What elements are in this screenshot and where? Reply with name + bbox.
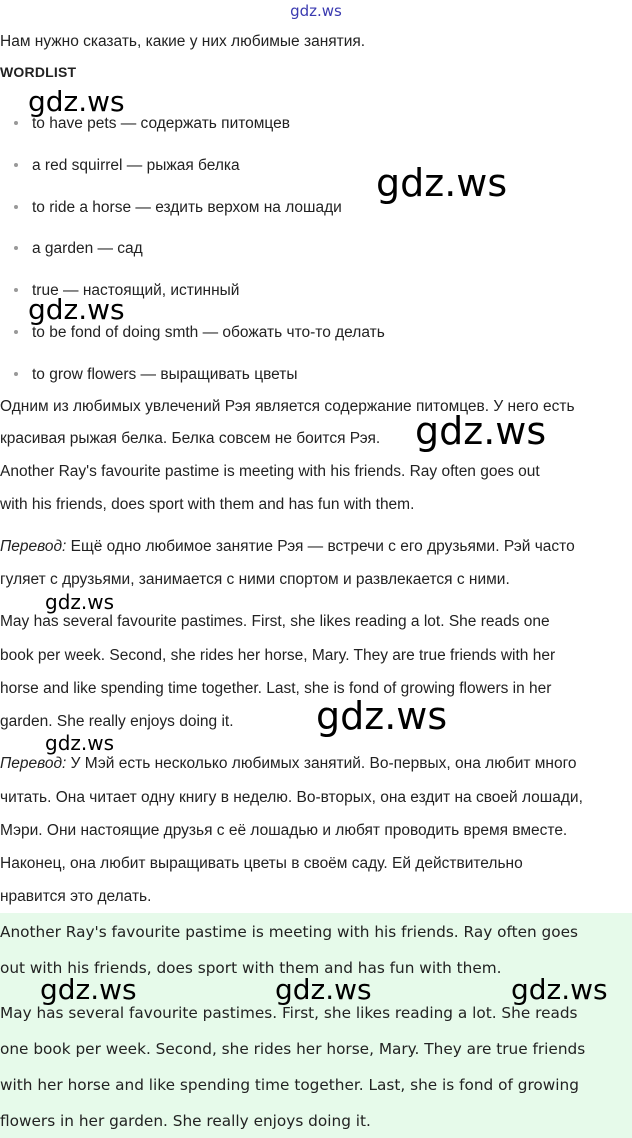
answer-line: Another Ray's favourite pastime is meeting with his friends. Ray often goes xyxy=(0,923,579,941)
bullet-icon xyxy=(14,330,18,334)
paragraph-line: читать. Она читает одну книгу в неделю. Во-вторых, она ездит на своей лошади, xyxy=(0,789,583,806)
watermark: gdz.ws xyxy=(275,973,372,1006)
watermark: gdz.ws xyxy=(415,409,547,453)
paragraph-line: May has several favourite pastimes. First, she likes reading a lot. She reads one xyxy=(0,613,550,630)
watermark: gdz.ws xyxy=(45,731,115,755)
bullet-icon xyxy=(14,163,18,167)
paragraph-line: book per week. Second, she rides her horse, Mary. They are true friends with her xyxy=(0,647,556,664)
paragraph-line: horse and like spending time together. Last, she is fond of growing flowers in her xyxy=(0,680,552,697)
bullet-icon xyxy=(14,246,18,250)
list-item: to ride a horse — ездить верхом на лошади xyxy=(14,198,342,218)
bullet-icon xyxy=(14,372,18,376)
answer-line: one book per week. Second, she rides her horse, Mary. They are true friends xyxy=(0,1040,586,1058)
answer-line: out with his friends, does sport with them and has fun with them. xyxy=(0,959,502,977)
watermark: gdz.ws xyxy=(28,85,125,118)
bullet-icon xyxy=(14,288,18,292)
paragraph-line: with his friends, does sport with them and has fun with them. xyxy=(0,496,415,513)
answer-line: flowers in her garden. She really enjoys doing it. xyxy=(0,1112,371,1130)
answer-box xyxy=(0,913,632,1138)
watermark: gdz.ws xyxy=(511,973,608,1006)
translation-label: Перевод: xyxy=(0,755,67,772)
list-item: true — настоящий, истинный xyxy=(14,281,239,301)
wordlist-heading: WORDLIST xyxy=(0,64,77,80)
list-item: to have pets — содержать питомцев xyxy=(14,114,290,134)
translation-line: Перевод: Ещё одно любимое занятие Рэя — встречи с его друзьями. Рэй часто xyxy=(0,538,575,555)
bullet-icon xyxy=(14,205,18,209)
watermark: gdz.ws xyxy=(28,293,125,326)
list-item: a garden — сад xyxy=(14,239,143,259)
paragraph-line: нравится это делать. xyxy=(0,888,152,905)
list-item: to be fond of doing smth — обожать что-то делать xyxy=(14,323,385,343)
watermark: gdz.ws xyxy=(376,161,508,205)
list-item: to grow flowers — выращивать цветы xyxy=(14,365,297,385)
paragraph-line: Одним из любимых увлечений Рэя является содержание питомцев. У него есть xyxy=(0,398,575,415)
list-item: a red squirrel — рыжая белка xyxy=(14,156,240,176)
answer-line: May has several favourite pastimes. First, she likes reading a lot. She reads xyxy=(0,1004,578,1022)
paragraph-line: Another Ray's favourite pastime is meeting with his friends. Ray often goes out xyxy=(0,463,540,480)
intro-text: Нам нужно сказать, какие у них любимые занятия. xyxy=(0,33,366,50)
paragraph-line: гуляет с друзьями, занимается с ними спортом и развлекается с ними. xyxy=(0,571,510,588)
watermark: gdz.ws xyxy=(40,973,137,1006)
translation-line: Перевод: У Мэй есть несколько любимых занятий. Во-первых, она любит много xyxy=(0,755,577,772)
site-link[interactable]: gdz.ws xyxy=(290,2,342,20)
paragraph-line: красивая рыжая белка. Белка совсем не боится Рэя. xyxy=(0,430,381,447)
paragraph-line: garden. She really enjoys doing it. xyxy=(0,713,234,730)
answer-line: with her horse and like spending time together. Last, she is fond of growing xyxy=(0,1076,579,1094)
bullet-icon xyxy=(14,121,18,125)
translation-label: Перевод: xyxy=(0,538,67,555)
watermark: gdz.ws xyxy=(45,590,115,614)
watermark: gdz.ws xyxy=(316,694,448,738)
paragraph-line: Мэри. Они настоящие друзья с её лошадью и любят проводить время вместе. xyxy=(0,822,568,839)
paragraph-line: Наконец, она любит выращивать цветы в своём саду. Ей действительно xyxy=(0,855,523,872)
